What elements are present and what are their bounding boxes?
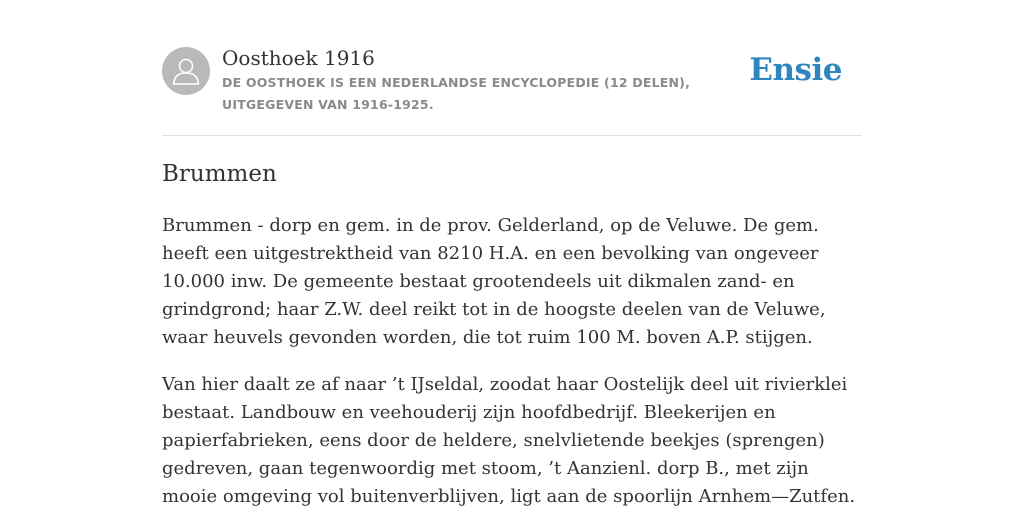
article-paragraph: Brummen - dorp en gem. in de prov. Gelderland, op de Veluwe. De gem. heeft een uitgestrektheid van 8210 H.A. en een bevolking van ongeveer 10.000 inw. De gemeente bestaat grootendeels uit dikmalen zand- en grindgrond; haar Z.W. deel reikt tot in de hoogste deelen van de Veluwe, waar heuvels gevonden worden, die tot ruim 100 M. boven A.P. stijgen. — [162, 215, 826, 348]
article-paragraph: Van hier daalt ze af naar ’t IJseldal, zoodat haar Oostelijk deel uit rivierklei bestaat. Landbouw en veehouderij zijn hoofdbedrijf. Bleekerijen en papierfabrieken, eens door de heldere, snelvlietende beekjes (sprengen) gedreven, gaan tegenwoordig met stoom, ’t Aanzienl. dorp B., met zijn mooie omgeving vol buitenverblijven, ligt aan de spoorlijn Arnhem—Zutfen. — [162, 374, 856, 507]
article-title: Brummen — [162, 161, 277, 187]
article-body — [162, 212, 864, 512]
source-description: DE OOSTHOEK IS EEN NEDERLANDSE ENCYCLOPEDIE (12 DELEN), UITGEGEVEN VAN 1916-1925. — [222, 75, 691, 112]
source-title[interactable]: Oosthoek 1916 — [222, 46, 375, 70]
header-divider — [162, 135, 862, 136]
avatar[interactable] — [162, 47, 210, 95]
ensie-logo-link[interactable]: Ensie — [749, 52, 842, 88]
user-silhouette-icon — [162, 47, 210, 95]
source-header — [162, 46, 862, 116]
